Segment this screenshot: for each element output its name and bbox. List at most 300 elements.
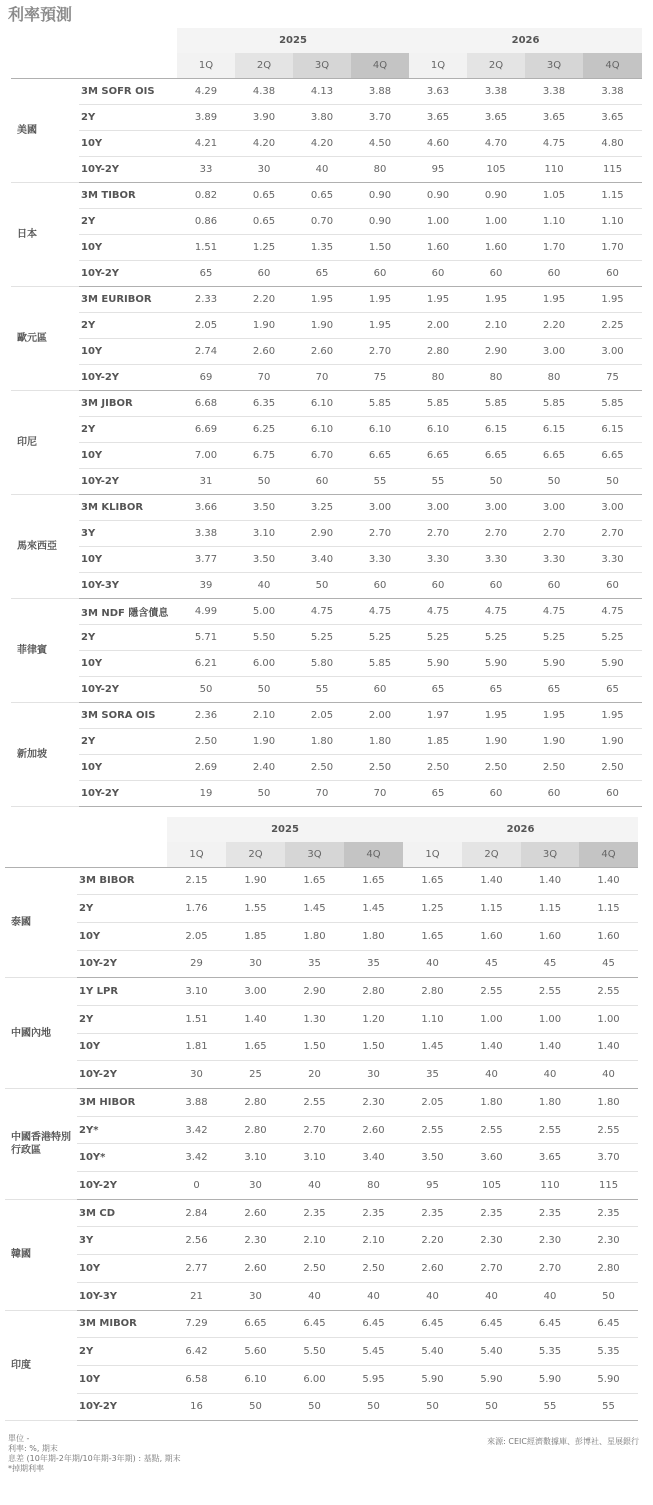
value-cell: 20 [285,1061,344,1089]
metric-label: 10Y-2Y [77,950,167,978]
value-cell: 4.99 [177,598,235,624]
value-cell: 5.85 [409,390,467,416]
value-cell: 4.21 [177,130,235,156]
value-cell: 6.15 [467,416,525,442]
table-row [11,754,642,780]
value-cell: 5.35 [579,1338,638,1366]
value-cell: 2.80 [344,978,403,1006]
metric-label: 3M CD [77,1199,167,1227]
value-cell: 3.50 [235,546,293,572]
value-cell: 1.50 [351,234,409,260]
value-cell: 60 [467,780,525,806]
table-row [5,1338,638,1366]
value-cell: 55 [521,1393,579,1421]
value-cell: 2.35 [403,1199,462,1227]
metric-label: 10Y [79,442,177,468]
value-cell: 1.70 [583,234,642,260]
table-row [5,1172,638,1200]
table-row [11,286,642,312]
value-cell: 50 [235,780,293,806]
value-cell: 6.65 [583,442,642,468]
value-cell: 3.40 [344,1144,403,1172]
value-cell: 30 [226,1172,285,1200]
value-cell: 19 [177,780,235,806]
metric-label: 10Y* [77,1144,167,1172]
value-cell: 2.05 [177,312,235,338]
value-cell: 50 [235,468,293,494]
value-cell: 2.30 [521,1227,579,1255]
value-cell: 1.40 [521,1033,579,1061]
value-cell: 6.15 [525,416,583,442]
metric-label: 10Y [79,650,177,676]
value-cell: 60 [351,260,409,286]
value-cell: 16 [167,1393,226,1421]
region-label: 馬來西亞 [11,494,79,598]
value-cell: 40 [462,1282,521,1310]
metric-label: 10Y [79,234,177,260]
region-label: 新加坡 [11,702,79,806]
value-cell: 55 [351,468,409,494]
footnote-line: 單位 - [8,1434,30,1443]
header-blank [5,842,167,867]
value-cell: 3.00 [467,494,525,520]
metric-label: 10Y-2Y [79,676,177,702]
value-cell: 1.60 [467,234,525,260]
value-cell: 4.75 [583,598,642,624]
value-cell: 3.00 [525,338,583,364]
value-cell: 4.75 [409,598,467,624]
quarter-header: 2Q [235,53,293,78]
value-cell: 1.60 [521,922,579,950]
value-cell: 1.95 [583,286,642,312]
metric-label: 10Y [77,1033,167,1061]
value-cell: 6.45 [344,1310,403,1338]
value-cell: 2.00 [409,312,467,338]
value-cell: 5.95 [344,1365,403,1393]
metric-label: 2Y [79,104,177,130]
value-cell: 4.75 [525,130,583,156]
value-cell: 80 [525,364,583,390]
value-cell: 5.25 [525,624,583,650]
value-cell: 1.65 [226,1033,285,1061]
value-cell: 2.10 [344,1227,403,1255]
value-cell: 2.70 [521,1255,579,1283]
value-cell: 1.70 [525,234,583,260]
value-cell: 3.00 [583,338,642,364]
value-cell: 1.90 [467,728,525,754]
value-cell: 2.05 [293,702,351,728]
value-cell: 1.90 [226,867,285,895]
table-row [5,1282,638,1310]
value-cell: 35 [344,950,403,978]
value-cell: 105 [462,1172,521,1200]
value-cell: 40 [285,1282,344,1310]
quarter-header: 3Q [521,842,579,867]
value-cell: 2.10 [285,1227,344,1255]
region-label: 美國 [11,78,79,182]
value-cell: 40 [285,1172,344,1200]
table-row [11,416,642,442]
table-row [11,598,642,624]
metric-label: 10Y [77,1365,167,1393]
value-cell: 1.80 [521,1089,579,1117]
value-cell: 2.35 [344,1199,403,1227]
table-row [11,312,642,338]
value-cell: 0.65 [235,182,293,208]
value-cell: 2.55 [521,1116,579,1144]
value-cell: 39 [177,572,235,598]
value-cell: 45 [579,950,638,978]
value-cell: 3.38 [177,520,235,546]
value-cell: 6.45 [521,1310,579,1338]
value-cell: 25 [226,1061,285,1089]
value-cell: 3.42 [167,1144,226,1172]
value-cell: 70 [293,780,351,806]
value-cell: 1.60 [462,922,521,950]
value-cell: 0.86 [177,208,235,234]
value-cell: 3.65 [525,104,583,130]
value-cell: 1.80 [462,1089,521,1117]
table-row [11,78,642,104]
region-label: 印尼 [11,390,79,494]
region-label: 中國內地 [5,978,77,1089]
value-cell: 40 [293,156,351,182]
metric-label: 10Y-2Y [79,364,177,390]
value-cell: 6.68 [177,390,235,416]
value-cell: 2.60 [226,1199,285,1227]
value-cell: 60 [583,780,642,806]
table-row [11,338,642,364]
value-cell: 4.38 [235,78,293,104]
value-cell: 7.00 [177,442,235,468]
value-cell: 3.10 [285,1144,344,1172]
value-cell: 6.00 [285,1365,344,1393]
value-cell: 3.10 [235,520,293,546]
quarter-header: 3Q [293,53,351,78]
value-cell: 80 [409,364,467,390]
table-row [11,728,642,754]
quarter-header: 3Q [525,53,583,78]
table-row [5,1255,638,1283]
value-cell: 4.75 [525,598,583,624]
value-cell: 3.38 [467,78,525,104]
value-cell: 2.90 [293,520,351,546]
value-cell: 5.45 [344,1338,403,1366]
table-row [5,895,638,923]
table-row [11,260,642,286]
value-cell: 6.65 [226,1310,285,1338]
value-cell: 3.65 [521,1144,579,1172]
value-cell: 1.95 [525,286,583,312]
value-cell: 2.20 [403,1227,462,1255]
value-cell: 5.35 [521,1338,579,1366]
value-cell: 1.97 [409,702,467,728]
value-cell: 3.00 [351,494,409,520]
value-cell: 65 [583,676,642,702]
value-cell: 105 [467,156,525,182]
value-cell: 2.70 [285,1116,344,1144]
value-cell: 5.85 [467,390,525,416]
value-cell: 3.30 [409,546,467,572]
value-cell: 1.55 [226,895,285,923]
value-cell: 4.75 [467,598,525,624]
value-cell: 2.50 [583,754,642,780]
value-cell: 1.95 [467,702,525,728]
value-cell: 3.70 [351,104,409,130]
value-cell: 5.90 [462,1365,521,1393]
value-cell: 60 [351,676,409,702]
value-cell: 115 [579,1172,638,1200]
table-row [5,1393,638,1421]
value-cell: 3.88 [351,78,409,104]
value-cell: 69 [177,364,235,390]
value-cell: 29 [167,950,226,978]
value-cell: 5.25 [583,624,642,650]
value-cell: 2.35 [521,1199,579,1227]
metric-label: 10Y-2Y [77,1393,167,1421]
value-cell: 1.25 [403,895,462,923]
value-cell: 5.50 [235,624,293,650]
value-cell: 60 [467,572,525,598]
value-cell: 50 [285,1393,344,1421]
metric-label: 3Y [79,520,177,546]
value-cell: 1.45 [344,895,403,923]
value-cell: 1.90 [235,728,293,754]
value-cell: 6.45 [403,1310,462,1338]
value-cell: 4.60 [409,130,467,156]
value-cell: 50 [226,1393,285,1421]
table-row [11,624,642,650]
metric-label: 10Y-2Y [79,260,177,286]
metric-label: 10Y [77,1255,167,1283]
value-cell: 6.42 [167,1338,226,1366]
value-cell: 2.30 [226,1227,285,1255]
value-cell: 95 [409,156,467,182]
value-cell: 1.40 [462,1033,521,1061]
value-cell: 4.70 [467,130,525,156]
value-cell: 60 [293,468,351,494]
metric-label: 3M JIBOR [79,390,177,416]
value-cell: 2.70 [351,338,409,364]
value-cell: 80 [344,1172,403,1200]
value-cell: 1.15 [579,895,638,923]
quarter-header: 1Q [403,842,462,867]
value-cell: 1.00 [521,1005,579,1033]
value-cell: 2.50 [467,754,525,780]
value-cell: 0.90 [351,182,409,208]
value-cell: 3.30 [351,546,409,572]
value-cell: 1.10 [403,1005,462,1033]
value-cell: 1.10 [525,208,583,234]
value-cell: 40 [344,1282,403,1310]
value-cell: 6.65 [351,442,409,468]
table-row [5,1116,638,1144]
metric-label: 2Y [79,728,177,754]
table-row [5,922,638,950]
value-cell: 70 [235,364,293,390]
value-cell: 3.25 [293,494,351,520]
value-cell: 1.00 [409,208,467,234]
value-cell: 1.60 [579,922,638,950]
value-cell: 40 [579,1061,638,1089]
table-row [5,1227,638,1255]
value-cell: 5.90 [521,1365,579,1393]
value-cell: 3.00 [226,978,285,1006]
quarter-header: 4Q [579,842,638,867]
metric-label: 3M SORA OIS [79,702,177,728]
value-cell: 2.56 [167,1227,226,1255]
value-cell: 2.10 [235,702,293,728]
value-cell: 1.15 [521,895,579,923]
value-cell: 6.25 [235,416,293,442]
value-cell: 65 [409,780,467,806]
metric-label: 10Y-2Y [79,156,177,182]
value-cell: 1.95 [409,286,467,312]
value-cell: 65 [177,260,235,286]
table-row [11,468,642,494]
value-cell: 4.20 [235,130,293,156]
value-cell: 5.90 [583,650,642,676]
value-cell: 55 [293,676,351,702]
value-cell: 3.38 [583,78,642,104]
table-row [11,364,642,390]
value-cell: 2.55 [403,1116,462,1144]
value-cell: 35 [285,950,344,978]
quarter-header: 2Q [467,53,525,78]
value-cell: 2.35 [285,1199,344,1227]
value-cell: 3.65 [583,104,642,130]
value-cell: 5.40 [403,1338,462,1366]
value-cell: 5.90 [579,1365,638,1393]
value-cell: 5.90 [403,1365,462,1393]
value-cell: 45 [462,950,521,978]
table-row [11,130,642,156]
value-cell: 80 [467,364,525,390]
value-cell: 1.95 [351,312,409,338]
value-cell: 1.80 [579,1089,638,1117]
value-cell: 5.25 [409,624,467,650]
value-cell: 1.95 [583,702,642,728]
value-cell: 1.40 [226,1005,285,1033]
value-cell: 30 [226,1282,285,1310]
value-cell: 3.00 [525,494,583,520]
value-cell: 110 [521,1172,579,1200]
table-row [11,650,642,676]
metric-label: 2Y [79,624,177,650]
footnote-line: 利率: %, 期末 [8,1444,58,1453]
table-row [5,950,638,978]
value-cell: 4.80 [583,130,642,156]
metric-label: 3M NDF 隱含債息 [79,598,177,624]
metric-label: 3M TIBOR [79,182,177,208]
value-cell: 6.10 [293,416,351,442]
value-cell: 1.20 [344,1005,403,1033]
metric-label: 3M SOFR OIS [79,78,177,104]
value-cell: 50 [579,1282,638,1310]
value-cell: 65 [467,676,525,702]
metric-label: 3M MIBOR [77,1310,167,1338]
value-cell: 1.65 [285,867,344,895]
value-cell: 1.90 [583,728,642,754]
value-cell: 6.45 [462,1310,521,1338]
value-cell: 40 [235,572,293,598]
value-cell: 2.05 [167,922,226,950]
value-cell: 2.80 [226,1089,285,1117]
value-cell: 50 [525,468,583,494]
value-cell: 6.58 [167,1365,226,1393]
metric-label: 3M KLIBOR [79,494,177,520]
value-cell: 2.70 [409,520,467,546]
metric-label: 3M HIBOR [77,1089,167,1117]
value-cell: 3.63 [409,78,467,104]
header-blank [5,817,167,842]
value-cell: 3.90 [235,104,293,130]
value-cell: 2.80 [403,978,462,1006]
metric-label: 2Y [77,1338,167,1366]
metric-label: 3M EURIBOR [79,286,177,312]
value-cell: 6.21 [177,650,235,676]
value-cell: 2.30 [579,1227,638,1255]
value-cell: 45 [521,950,579,978]
value-cell: 33 [177,156,235,182]
footnotes [8,1434,181,1474]
table-row [11,520,642,546]
value-cell: 5.90 [525,650,583,676]
value-cell: 3.42 [167,1116,226,1144]
value-cell: 55 [579,1393,638,1421]
metric-label: 10Y-2Y [77,1172,167,1200]
quarter-header: 3Q [285,842,344,867]
value-cell: 1.76 [167,895,226,923]
value-cell: 3.66 [177,494,235,520]
value-cell: 0.82 [177,182,235,208]
value-cell: 2.05 [403,1089,462,1117]
value-cell: 60 [525,780,583,806]
value-cell: 3.70 [579,1144,638,1172]
value-cell: 2.55 [462,978,521,1006]
quarter-header: 1Q [409,53,467,78]
table-row [11,780,642,806]
value-cell: 1.90 [235,312,293,338]
value-cell: 1.45 [403,1033,462,1061]
header-blank [11,28,177,53]
value-cell: 30 [344,1061,403,1089]
value-cell: 3.60 [462,1144,521,1172]
value-cell: 1.40 [521,867,579,895]
value-cell: 5.50 [285,1338,344,1366]
value-cell: 4.29 [177,78,235,104]
source-note: 來源: CEIC經濟數據庫、彭博社、星展銀行 [487,1437,639,1446]
value-cell: 2.36 [177,702,235,728]
value-cell: 1.30 [285,1005,344,1033]
value-cell: 60 [525,260,583,286]
value-cell: 6.65 [409,442,467,468]
value-cell: 6.75 [235,442,293,468]
value-cell: 6.10 [351,416,409,442]
value-cell: 2.70 [462,1255,521,1283]
page-title: 利率預測 [8,5,73,24]
value-cell: 65 [525,676,583,702]
value-cell: 31 [177,468,235,494]
value-cell: 2.25 [583,312,642,338]
value-cell: 1.81 [167,1033,226,1061]
value-cell: 1.50 [285,1033,344,1061]
table-row [11,494,642,520]
value-cell: 1.40 [462,867,521,895]
value-cell: 5.85 [351,650,409,676]
value-cell: 75 [583,364,642,390]
value-cell: 60 [583,260,642,286]
